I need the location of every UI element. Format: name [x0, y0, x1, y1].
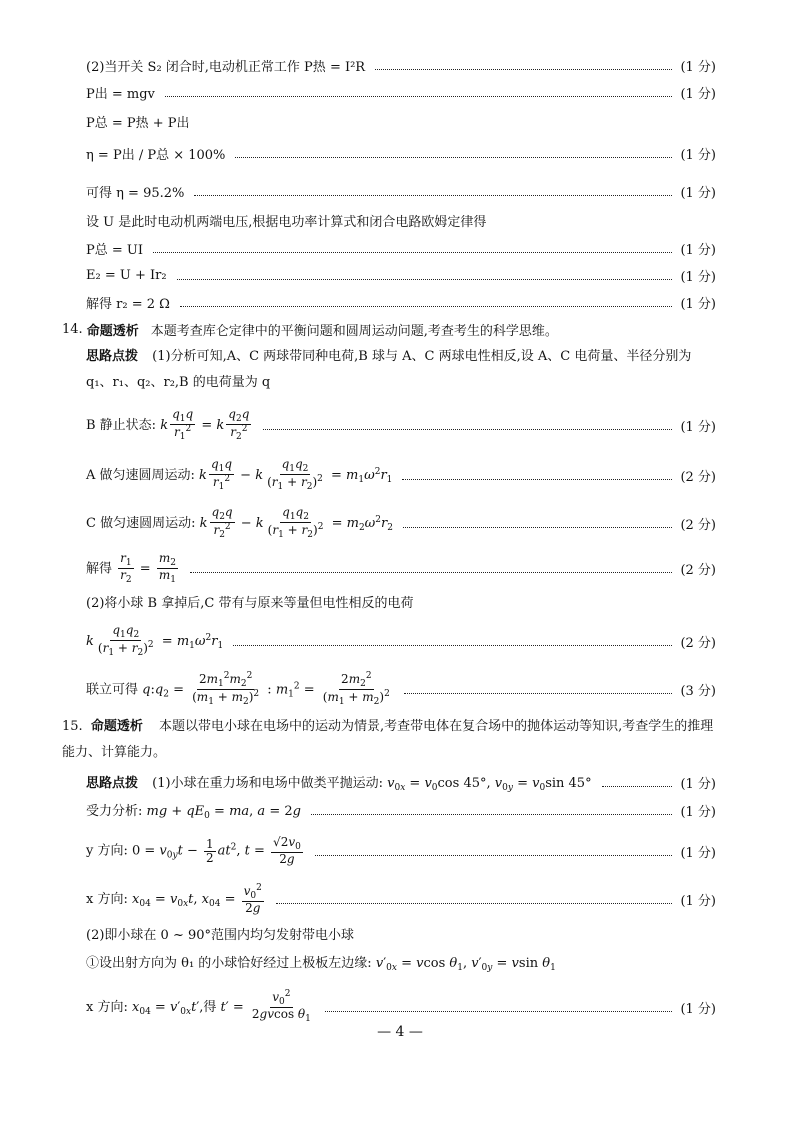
q14-eq-4: 解得 $\frac{r_1}{r_2}$ = $\frac{m_2}{m_1}$ (2 分)	[86, 551, 716, 586]
q13-line-3-text: P总 = P热 + P出	[86, 116, 190, 131]
part2-text: (2)即小球在 0 ~ 90°范围内均匀发射带电小球	[86, 928, 355, 943]
q14-eq-5: k $\frac{q_1q_2}{(r_1 + r_2)^2}$ = $m_1\omega^2r_1$ (2 分)	[86, 623, 716, 659]
score: (2 分)	[680, 517, 716, 533]
eq-label: y 方向:	[86, 843, 128, 859]
hint-text: (1)分析可知,A、C 两球带同种电荷,B 球与 A、C 两球电性相反,设 A、C 电荷量、半径分别为 q₁、r₁、q₂、r₂,B 的电荷量为 q	[86, 349, 692, 390]
score: (1 分)	[680, 297, 716, 312]
q15-force: 受力分析: mg + $qE_0$ = ma, a = 2g (1 分)	[86, 800, 716, 821]
analysis-label: 命题透析	[86, 324, 139, 339]
q13-line-5	[86, 182, 716, 201]
q13-line-8-text: E₂ = U + Ir₂	[86, 268, 167, 283]
q13-line-6-text: 设 U 是此时电动机两端电压,根据电功率计算式和闭合电路欧姆定律得	[86, 215, 487, 230]
q14-eq-2: A 做匀速圆周运动: k $\frac{q_1q}{r_1^2}$ − k $\frac{q_1q_2}{(r_1 + r_2)^2}$ = $m_1\omega^2r_1$ (2 分)	[86, 457, 716, 493]
q15-header	[62, 714, 716, 766]
eq-label: B 静止状态:	[86, 417, 157, 433]
q14-part2	[86, 592, 716, 611]
score: (1 分)	[680, 419, 716, 435]
q13-line-2	[86, 83, 716, 102]
q14-hint	[86, 344, 716, 396]
score: (2 分)	[680, 563, 716, 579]
score: (1 分)	[680, 777, 716, 792]
analysis-text: 本题考查库仑定律中的平衡问题和圆周运动问题,考查考生的科学思维。	[150, 324, 558, 339]
eq-label: x 方向:	[86, 892, 128, 908]
eq-label: 解得	[86, 561, 113, 577]
score: (3 分)	[680, 684, 716, 700]
q13-line-1	[86, 56, 716, 75]
q13-line-1-text: (2)当开关 S₂ 闭合时,电动机正常工作 P热 = I²R	[86, 60, 366, 75]
eq-label: A 做匀速圆周运动:	[86, 467, 195, 483]
eq-label: 联立可得	[86, 682, 139, 698]
score: (1 分)	[680, 845, 716, 861]
q15-x2: x 方向: $x_{04} = v'_{0x}t'$,得 t′ = $\frac{v_0^2}{2gvcos \theta_1}$ (1 分)	[86, 989, 716, 1025]
score: (1 分)	[680, 87, 716, 102]
q13-line-7-text: P总 = UI	[86, 243, 143, 258]
q13-line-4-text: η = P出 / P总 × 100%	[86, 148, 226, 163]
score: (1 分)	[680, 1001, 716, 1017]
part2-text: (2)将小球 B 拿掉后,C 带有与原来等量但电性相反的电荷	[86, 596, 414, 611]
analysis-label: 命题透析	[90, 719, 143, 734]
eq-label: x 方向:	[86, 999, 128, 1015]
hint-label: 思路点拨	[86, 776, 139, 791]
circle1-text: ①设出射方向为 θ₁ 的小球恰好经过上极板左边缘:	[86, 956, 372, 971]
q13-line-2-text: P出 = mgv	[86, 87, 155, 102]
score: (2 分)	[680, 635, 716, 651]
score: (1 分)	[680, 186, 716, 201]
q15-hint: 思路点拨 (1)小球在重力场和电场中做类平抛运动: $v_{0x} = v_0\cos$ 45°, $v_{0y} = v_0\sin$ 45° (1 分)	[86, 772, 716, 793]
q14-eq-3: C 做匀速圆周运动: k $\frac{q_2q}{r_2^2}$ − k $\frac{q_1q_2}{(r_1 + r_2)^2}$ = $m_2\omega^2r_2$ (2 分)	[86, 505, 716, 541]
q15-y: y 方向: $0 = v_{0y}t$ − $\frac{1}{2}$ $at^2$, t = $\frac{√2v_0}{2g}$ (1 分)	[86, 835, 716, 867]
question-number: 15.	[62, 719, 83, 734]
q13-line-6	[86, 211, 716, 230]
score: (1 分)	[680, 270, 716, 285]
q14-eq-6: 联立可得 $q:q_2$ = $\frac{2m_1^2m_2^2}{(m_1 + m_2)^2}$ : $m_1^2$ = $\frac{2m_2^2}{(m_1 + m_2)^2}$ (3 分)	[86, 671, 716, 708]
score: (1 分)	[680, 148, 716, 163]
score: (1 分)	[680, 60, 716, 75]
q13-line-9-text: 解得 r₂ = 2 Ω	[86, 297, 170, 312]
analysis-text: 本题以带电小球在电场中的运动为情景,考查带电体在复合场中的抛体运动等知识,考查学生的推理能力、计算能力。	[62, 719, 714, 760]
eq-label: 受力分析:	[86, 804, 143, 819]
q13-line-9	[86, 293, 716, 312]
q15-part2	[86, 924, 716, 943]
hint-text: (1)小球在重力场和电场中做类平抛运动:	[152, 776, 383, 791]
q14-header	[62, 320, 716, 339]
q14-eq-1: B 静止状态: k $\frac{q_1q}{r_1^2}$ = k $\frac{q_2q}{r_2^2}$ (1 分)	[86, 407, 716, 443]
score: (1 分)	[680, 894, 716, 910]
score: (2 分)	[680, 469, 716, 485]
q13-line-5-text: 可得 η = 95.2%	[86, 186, 185, 201]
question-number: 14.	[62, 322, 83, 337]
q15-x: x 方向: $x_{04} = v_{0x}t$, $x_{04}$ = $\frac{v_0^2}{2g}$ (1 分)	[86, 883, 716, 916]
score: (1 分)	[680, 243, 716, 258]
eq-mid: ,得	[199, 999, 221, 1015]
q13-line-4	[86, 144, 716, 163]
q15-circle1: ①设出射方向为 θ₁ 的小球恰好经过上极板左边缘: $v'_{0x} = vcos$ $\theta_1$, $v'_{0y} = vsin$ $\theta_1$	[86, 956, 556, 973]
score: (1 分)	[680, 805, 716, 820]
hint-label: 思路点拨	[86, 349, 139, 364]
q13-line-3	[86, 112, 716, 131]
q13-line-7	[86, 239, 716, 258]
page-number: — 4 —	[377, 1024, 423, 1040]
q13-line-8	[86, 266, 716, 285]
eq-label: C 做匀速圆周运动:	[86, 515, 196, 531]
